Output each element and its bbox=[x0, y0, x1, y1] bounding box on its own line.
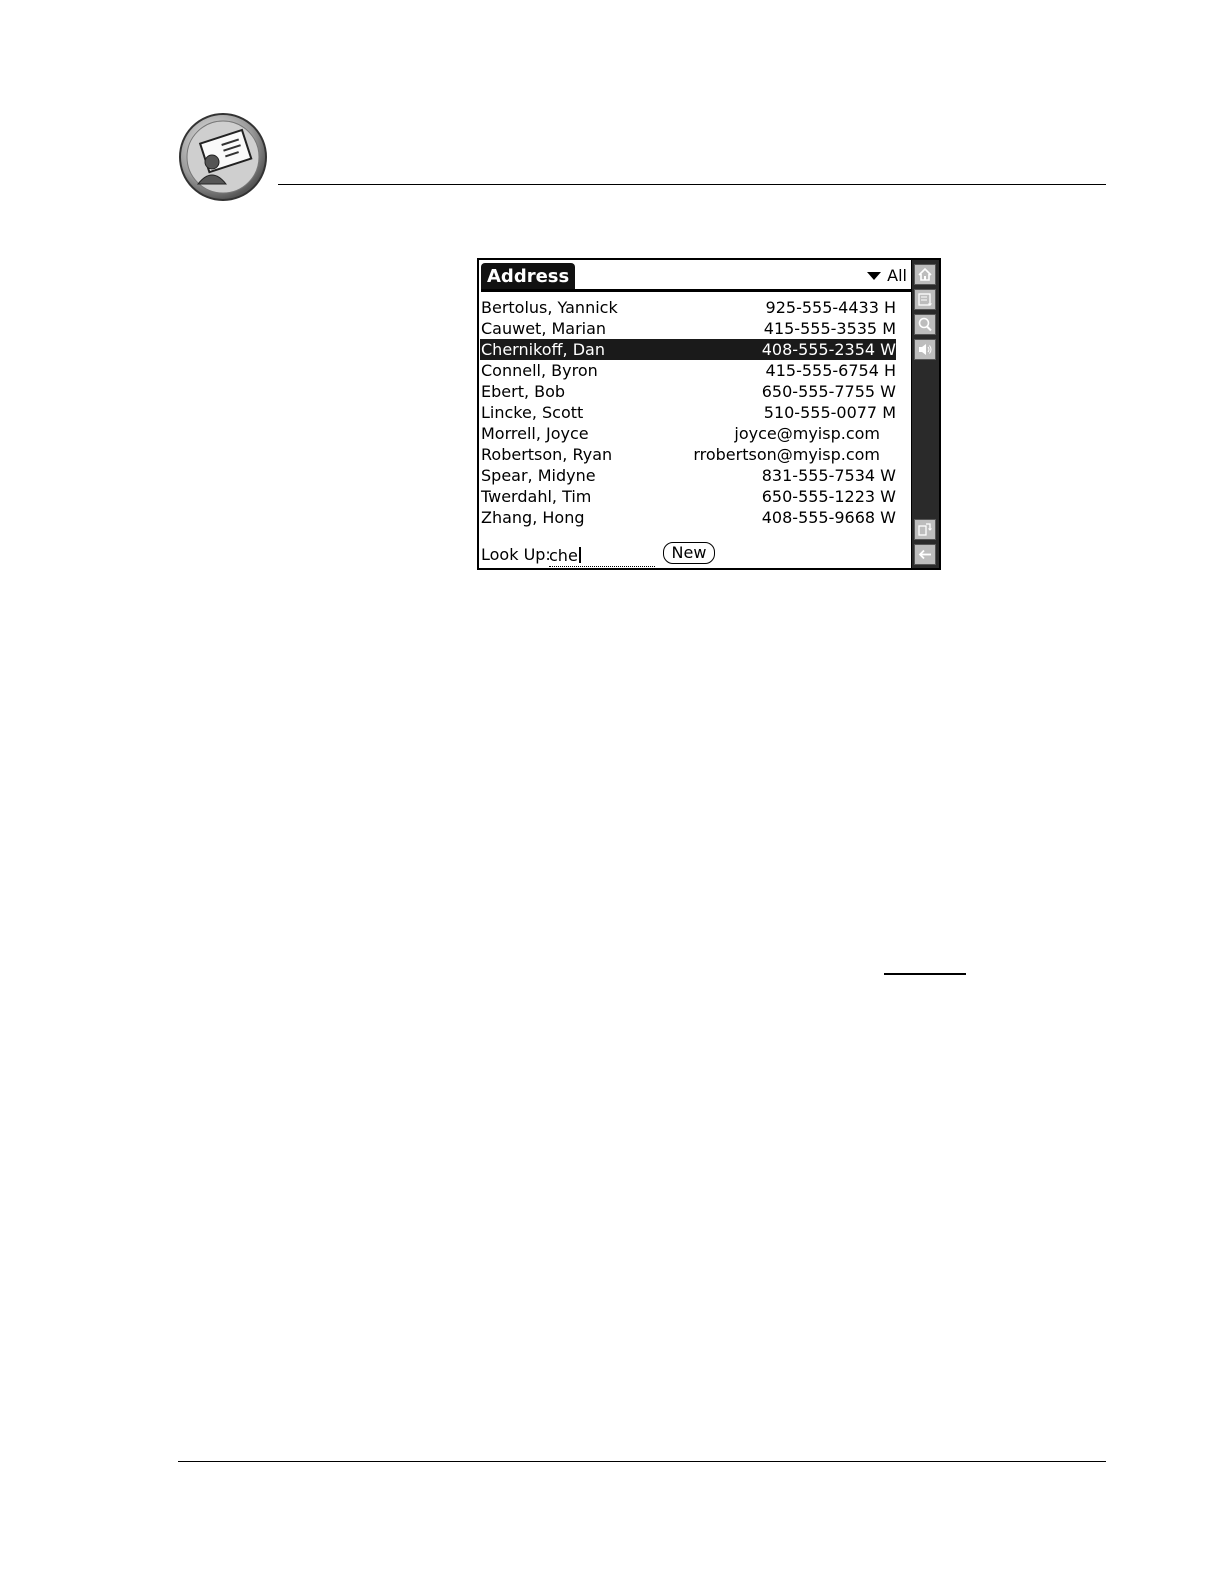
contact-row[interactable] bbox=[480, 465, 896, 486]
find-icon[interactable] bbox=[914, 314, 936, 335]
contact-row[interactable] bbox=[480, 381, 896, 402]
contact-phone: 831-555-7534 W bbox=[761, 466, 896, 485]
rotate-icon[interactable] bbox=[914, 519, 936, 540]
contact-phone: 510-555-0077 M bbox=[763, 403, 896, 422]
contact-name: Ebert, Bob bbox=[481, 382, 566, 401]
address-list-screen bbox=[477, 258, 941, 570]
underline-mark bbox=[884, 973, 966, 975]
contact-name: Chernikoff, Dan bbox=[481, 340, 605, 359]
contact-phone: 408-555-9668 W bbox=[761, 508, 896, 527]
contact-phone: 925-555-4433 H bbox=[765, 298, 896, 317]
back-arrow-icon[interactable] bbox=[914, 544, 936, 565]
contact-name: Lincke, Scott bbox=[481, 403, 584, 422]
category-label: All bbox=[887, 266, 907, 285]
lookup-input-value: che bbox=[549, 546, 578, 565]
contact-row[interactable] bbox=[480, 318, 896, 339]
contact-name: Robertson, Ryan bbox=[481, 445, 613, 464]
footer-rule bbox=[178, 1461, 1106, 1462]
contact-name: Morrell, Joyce bbox=[481, 424, 589, 443]
contact-name: Spear, Midyne bbox=[481, 466, 596, 485]
category-picker[interactable] bbox=[867, 265, 907, 287]
contact-phone: 650-555-7755 W bbox=[761, 382, 896, 401]
contact-row[interactable] bbox=[480, 423, 896, 444]
contact-row[interactable] bbox=[480, 486, 896, 507]
contact-row[interactable] bbox=[480, 444, 896, 465]
contact-row[interactable] bbox=[480, 402, 896, 423]
home-icon[interactable] bbox=[914, 264, 936, 285]
contact-name: Zhang, Hong bbox=[481, 508, 585, 527]
status-bar bbox=[911, 260, 939, 568]
contact-name: Bertolus, Yannick bbox=[481, 298, 618, 317]
title-bar bbox=[481, 263, 911, 291]
contact-phone: 408-555-2354 W bbox=[761, 340, 896, 359]
contact-list bbox=[480, 297, 896, 528]
chevron-down-icon bbox=[867, 272, 881, 280]
header-rule bbox=[278, 184, 1106, 185]
contact-email: rrobertson@myisp.com bbox=[693, 445, 880, 464]
contact-name: Cauwet, Marian bbox=[481, 319, 607, 338]
new-button[interactable]: New bbox=[663, 542, 715, 564]
lookup-input[interactable] bbox=[549, 546, 655, 567]
contact-row[interactable] bbox=[480, 507, 896, 528]
text-caret bbox=[579, 547, 581, 563]
contact-phone: 415-555-6754 H bbox=[765, 361, 896, 380]
app-title[interactable]: Address bbox=[481, 263, 575, 289]
address-book-chapter-icon bbox=[178, 112, 268, 202]
menu-icon[interactable] bbox=[914, 289, 936, 310]
contact-row[interactable] bbox=[480, 297, 896, 318]
title-underline bbox=[481, 289, 911, 292]
contact-row[interactable] bbox=[480, 360, 896, 381]
contact-row[interactable] bbox=[480, 339, 896, 360]
lookup-label: Look Up: bbox=[481, 545, 551, 564]
contact-phone: 415-555-3535 M bbox=[763, 319, 896, 338]
contact-name: Connell, Byron bbox=[481, 361, 598, 380]
contact-phone: 650-555-1223 W bbox=[761, 487, 896, 506]
contact-name: Twerdahl, Tim bbox=[481, 487, 592, 506]
contact-email: joyce@myisp.com bbox=[734, 424, 880, 443]
volume-icon[interactable] bbox=[914, 339, 936, 360]
